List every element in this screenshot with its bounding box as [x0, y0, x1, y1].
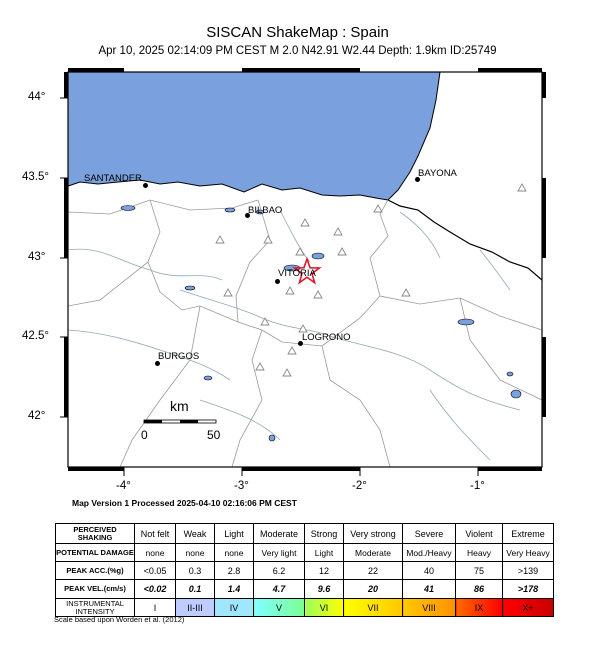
lon-label: -2° [352, 480, 367, 492]
legend-cell: 0.3 [176, 562, 215, 580]
legend-cell: 4.7 [254, 580, 305, 599]
legend-cell: 6.2 [254, 562, 305, 580]
processed-note: Map Version 1 Processed 2025-04-10 02:16:06 PM CEST [72, 498, 297, 508]
city-label-vitoria: VITORIA [278, 268, 316, 279]
city-marker [275, 279, 280, 284]
lon-label: -3° [234, 480, 249, 492]
intensity-legend [55, 523, 554, 617]
city-marker [143, 183, 148, 188]
legend-row-label: INSTRUMENTAL INTENSITY [56, 599, 135, 617]
scale-end: 50 [207, 428, 221, 442]
legend-cell: 41 [403, 580, 456, 599]
intensity-cell: II-III [176, 599, 215, 617]
lat-label: 42.5° [22, 330, 49, 342]
city-label-bayona: BAYONA [418, 168, 457, 179]
lat-label: 42° [28, 410, 46, 422]
legend-row-label: PERCEIVED SHAKING [56, 524, 135, 544]
intensity-cell: VI [305, 599, 344, 617]
intensity-cell: VII [344, 599, 403, 617]
city-label-logrono: LOGRONO [302, 332, 351, 343]
legend-cell: Not felt [135, 524, 176, 544]
legend-cell: 40 [403, 562, 456, 580]
footnote: Scale based upon Worden et al. (2012) [54, 615, 185, 624]
city-label-burgos: BURGOS [158, 351, 200, 362]
intensity-cell: X+ [503, 599, 554, 617]
legend-cell: 1.4 [215, 580, 254, 599]
scale-start: 0 [141, 428, 148, 442]
legend-cell: Very light [254, 544, 305, 562]
lon-label: -1° [470, 480, 485, 492]
event-subtitle: Apr 10, 2025 02:14:09 PM CEST M 2.0 N42.91 W2.44 Depth: 1.9km ID:25749 [98, 45, 497, 57]
legend-cell: Very strong [344, 524, 403, 544]
map-title: SISCAN ShakeMap : Spain [206, 24, 389, 41]
lat-label: 43° [28, 251, 46, 263]
legend-cell: 12 [305, 562, 344, 580]
legend-cell: Heavy [456, 544, 503, 562]
legend-cell: Moderate [344, 544, 403, 562]
legend-cell: none [215, 544, 254, 562]
legend-cell: Extreme [503, 524, 554, 544]
legend-cell: <0.02 [135, 580, 176, 599]
legend-cell: >178 [503, 580, 554, 599]
legend-cell: Violent [456, 524, 503, 544]
legend-cell: none [176, 544, 215, 562]
city-label-bilbao: BILBAO [248, 205, 283, 216]
scale-bar [144, 420, 216, 423]
legend-cell: Severe [403, 524, 456, 544]
legend-cell: Light [305, 544, 344, 562]
city-label-santander: SANTANDER [84, 173, 142, 184]
legend-cell: Weak [176, 524, 215, 544]
legend-cell: 9.6 [305, 580, 344, 599]
scale-unit: km [170, 398, 189, 414]
intensity-cell: IV [215, 599, 254, 617]
legend-cell: 86 [456, 580, 503, 599]
legend-cell: none [135, 544, 176, 562]
intensity-cell: IX [456, 599, 503, 617]
legend-cell: Very Heavy [503, 544, 554, 562]
intensity-cell: I [135, 599, 176, 617]
legend-row-label: PEAK VEL.(cm/s) [56, 580, 135, 599]
intensity-cell: V [254, 599, 305, 617]
legend-cell: Light [215, 524, 254, 544]
lat-label: 44° [28, 91, 46, 103]
legend-row-label: POTENTIAL DAMAGE [56, 544, 135, 562]
legend-cell: 22 [344, 562, 403, 580]
legend-cell: Moderate [254, 524, 305, 544]
legend-cell: >139 [503, 562, 554, 580]
legend-cell: 0.1 [176, 580, 215, 599]
legend-cell: 20 [344, 580, 403, 599]
legend-cell: Strong [305, 524, 344, 544]
legend-cell: Mod./Heavy [403, 544, 456, 562]
legend-cell: <0.05 [135, 562, 176, 580]
lat-label: 43.5° [22, 171, 49, 183]
legend-row-label: PEAK ACC.(%g) [56, 562, 135, 580]
lon-label: -4° [116, 480, 131, 492]
legend-cell: 2.8 [215, 562, 254, 580]
intensity-cell: VIII [403, 599, 456, 617]
legend-cell: 75 [456, 562, 503, 580]
